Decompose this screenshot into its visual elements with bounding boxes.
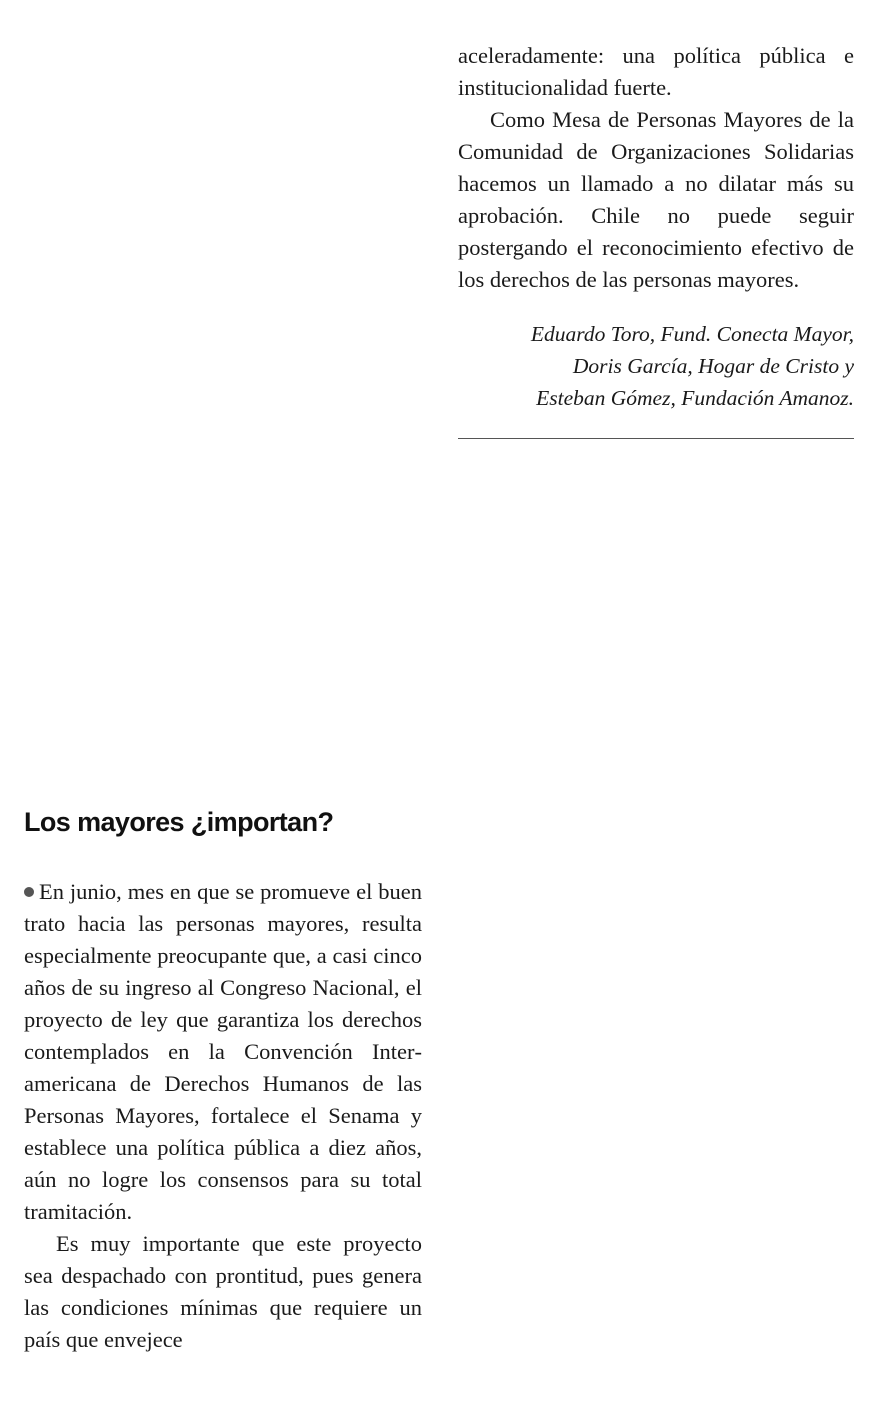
bullet-dot-icon <box>24 887 34 897</box>
letter-headline: Los mayores ¿importan? <box>24 807 334 837</box>
continuation-paragraph-2: Como Mesa de Personas Mayores de la Comunidad de Organizaciones Solidarias hacemos un llamado a no dilatar más su aprobación. Chile no puede seguir postergando el reconocimiento efectivo de los derechos de las personas mayores. <box>458 107 854 292</box>
letter-continuation <box>458 40 854 439</box>
signature-line-2: Doris García, Hogar de Cristo y <box>572 354 854 378</box>
body-paragraph-2: Es muy importante que este proyecto sea despachado con prontitud, pues genera las condiciones mínimas que requiere un país que envejece <box>24 1231 422 1352</box>
letter-signature <box>458 318 854 414</box>
body-paragraph-1-text: En junio, mes en que se promueve el buen trato hacia las personas mayores, resulta especialmente preocupante que, a casi cinco años de su ingreso al Congreso Nacional, el proyecto de ley que garantiza los derechos contemplados en la Convención Interamericana de Derechos Humanos de las Personas Mayores, fortalece el Senama y establece una política pública a diez años, aún no logre los consensos para su total tramitación. <box>24 879 422 1224</box>
signature-line-3: Esteban Gómez, Fundación Amanoz. <box>536 386 854 410</box>
continuation-paragraph-1: aceleradamente: una política pública e institucionalidad fuerte. <box>458 43 854 100</box>
letter-body <box>24 876 422 1356</box>
body-paragraph-1 <box>24 876 422 1228</box>
section-divider <box>458 438 854 439</box>
signature-line-1: Eduardo Toro, Fund. Conecta Mayor, <box>530 322 854 346</box>
